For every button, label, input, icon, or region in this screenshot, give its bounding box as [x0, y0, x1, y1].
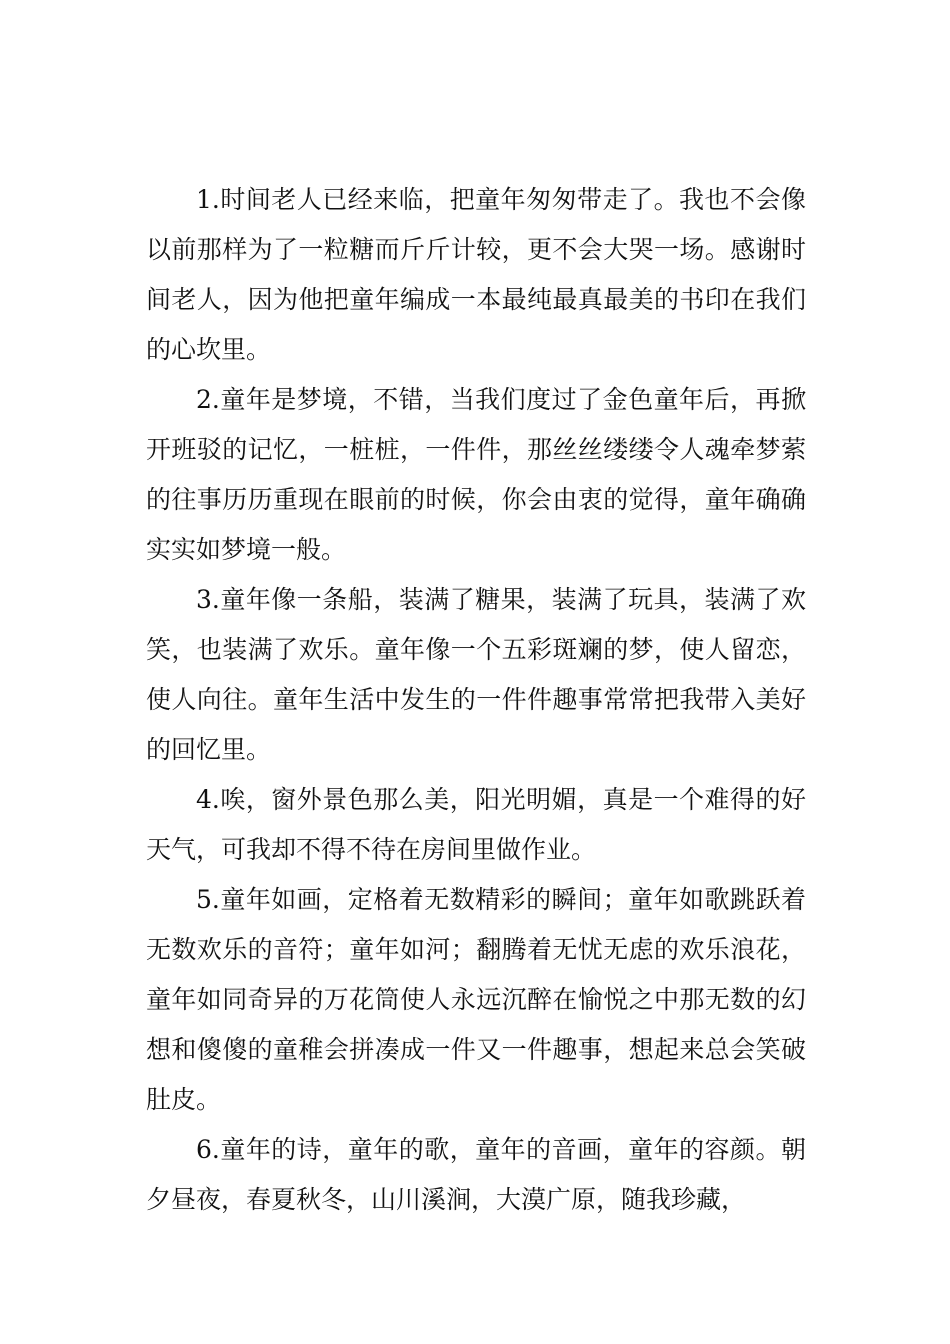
paragraph-5: 5.童年如画，定格着无数精彩的瞬间；童年如歌跳跃着无数欢乐的音符；童年如河；翻腾着无忧无虑的欢乐浪花，童年如同奇异的万花筒使人永远沉醉在愉悦之中那无数的幻想和傻傻的童稚会拼凑成一件又一件趣事，想起来总会笑破肚皮。	[146, 885, 806, 1114]
paragraph-4: 4.唉，窗外景色那么美，阳光明媚，真是一个难得的好天气，可我却不得不待在房间里做作业。	[146, 785, 806, 864]
document-body	[146, 175, 806, 1225]
paragraph-3: 3.童年像一条船，装满了糖果，装满了玩具，装满了欢笑，也装满了欢乐。童年像一个五彩斑斓的梦，使人留恋，使人向往。童年生活中发生的一件件趣事常常把我带入美好的回忆里。	[146, 585, 806, 764]
paragraph-1: 1.时间老人已经来临，把童年匆匆带走了。我也不会像以前那样为了一粒糖而斤斤计较，更不会大哭一场。感谢时间老人，因为他把童年编成一本最纯最真最美的书印在我们的心坎里。	[146, 185, 806, 364]
paragraph-6: 6.童年的诗，童年的歌，童年的音画，童年的容颜。朝夕昼夜，春夏秋冬，山川溪涧，大漠广原，随我珍藏，	[146, 1135, 806, 1214]
paragraph-2: 2.童年是梦境，不错，当我们度过了金色童年后，再掀开班驳的记忆，一桩桩，一件件，那丝丝缕缕令人魂牵梦萦的往事历历重现在眼前的时候，你会由衷的觉得，童年确确实实如梦境一般。	[146, 385, 806, 564]
